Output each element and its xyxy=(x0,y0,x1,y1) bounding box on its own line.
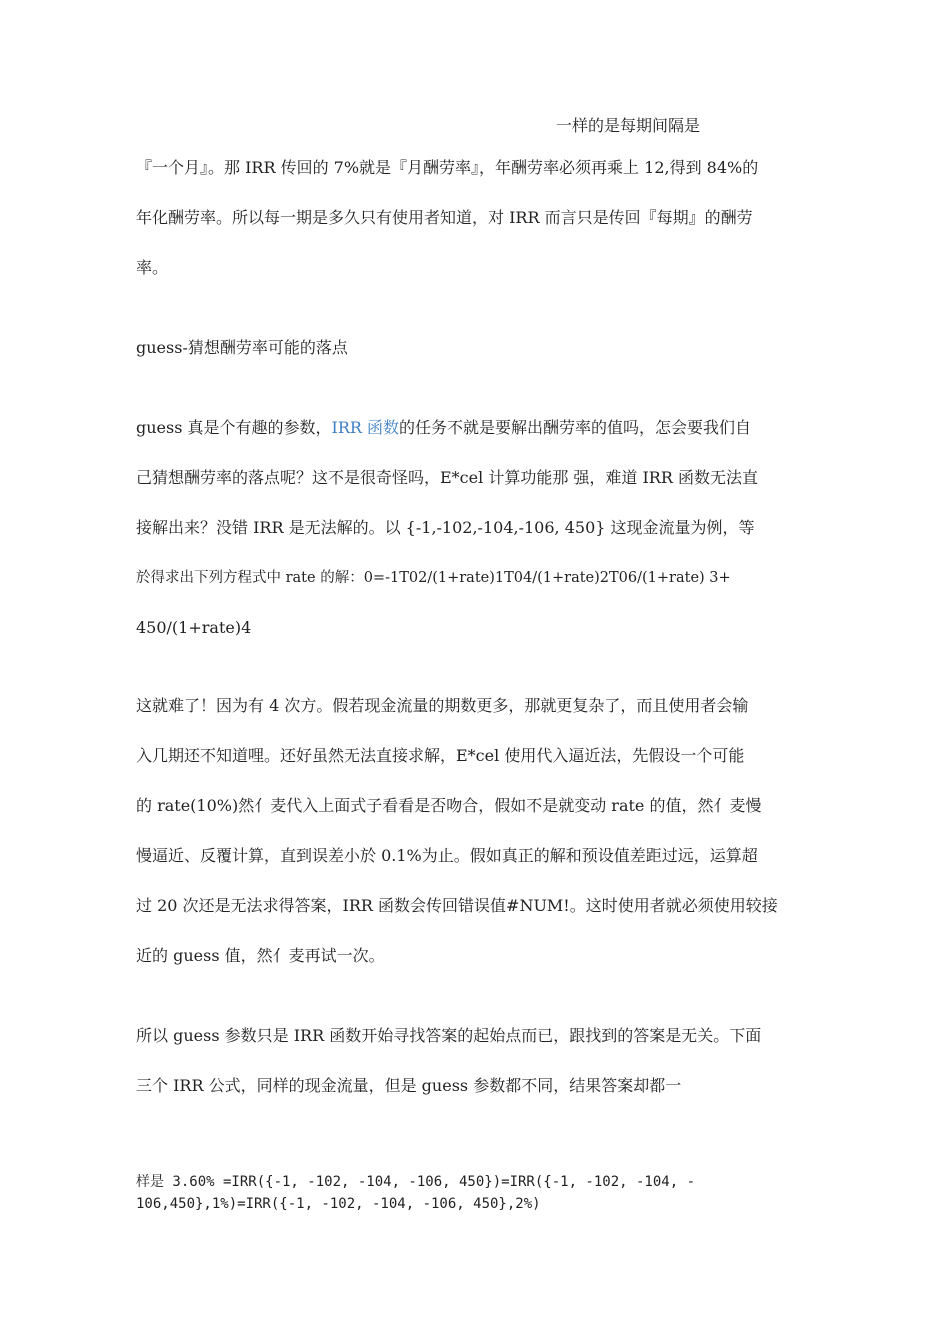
paragraph-line: 於得求出下列方程式中 rate 的解：0=-1T02/(1+rate)1T04/(1+rate)2T06/(1+rate) 3+ xyxy=(136,570,731,586)
paragraph-line: 接解出来？没错 IRR 是无法解的。以 {-1,-102,-104,-106, 450} 这现金流量为例，等 xyxy=(136,518,755,537)
text-segment: guess 真是个有趣的参数， xyxy=(136,418,332,437)
formula-line: 样是 3.60% =IRR({-1, -102, -104, -106, 450})=IRR({-1, -102, -104, - xyxy=(136,1174,696,1190)
paragraph-line: 的 rate(10%)然亻麦代入上面式子看看是否吻合，假如不是就变动 rate 的值，然亻麦慢 xyxy=(136,796,762,815)
section-heading: guess-猜想酬劳率可能的落点 xyxy=(136,338,348,357)
paragraph-line: 一样的是每期间隔是 xyxy=(556,116,701,135)
paragraph-line: 率。 xyxy=(136,258,169,277)
paragraph-line: 慢逼近、反覆计算，直到误差小於 0.1%为止。假如真正的解和预设值差距过远，运算超 xyxy=(136,846,758,865)
text-segment: 的任务不就是要解出酬劳率的值吗，怎会要我们自 xyxy=(399,418,752,437)
paragraph-line: 过 20 次还是无法求得答案，IRR 函数会传回错误值#NUM!。这时使用者就必须使用较接 xyxy=(136,896,778,915)
paragraph-line xyxy=(136,418,751,438)
paragraph-line: 入几期还不知道哩。还好虽然无法直接求解，E*cel 使用代入逼近法，先假设一个可能 xyxy=(136,746,745,765)
paragraph-line: 『一个月』。那 IRR 传回的 7%就是『月酬劳率』，年酬劳率必须再乘上 12,得到 84%的 xyxy=(136,158,759,177)
irr-function-link[interactable]: IRR 函数 xyxy=(331,418,400,437)
paragraph-line: 近的 guess 值，然亻麦再试一次。 xyxy=(136,946,385,965)
paragraph-line: 年化酬劳率。所以每一期是多久只有使用者知道，对 IRR 而言只是传回『每期』的酬劳 xyxy=(136,208,753,227)
paragraph-line: 450/(1+rate)4 xyxy=(136,618,252,637)
paragraph-line: 己猜想酬劳率的落点呢？这不是很奇怪吗，E*cel 计算功能那 强，难道 IRR 函数无法直 xyxy=(136,468,758,487)
paragraph-line: 所以 guess 参数只是 IRR 函数开始寻找答案的起始点而已，跟找到的答案是无关。下面 xyxy=(136,1026,762,1045)
paragraph-line: 这就难了！因为有 4 次方。假若现金流量的期数更多，那就更复杂了，而且使用者会输 xyxy=(136,696,749,715)
paragraph-line: 三个 IRR 公式，同样的现金流量，但是 guess 参数都不同，结果答案却都一 xyxy=(136,1076,682,1095)
formula-line: 106,450},1%)=IRR({-1, -102, -104, -106, 450},2%) xyxy=(136,1196,541,1212)
